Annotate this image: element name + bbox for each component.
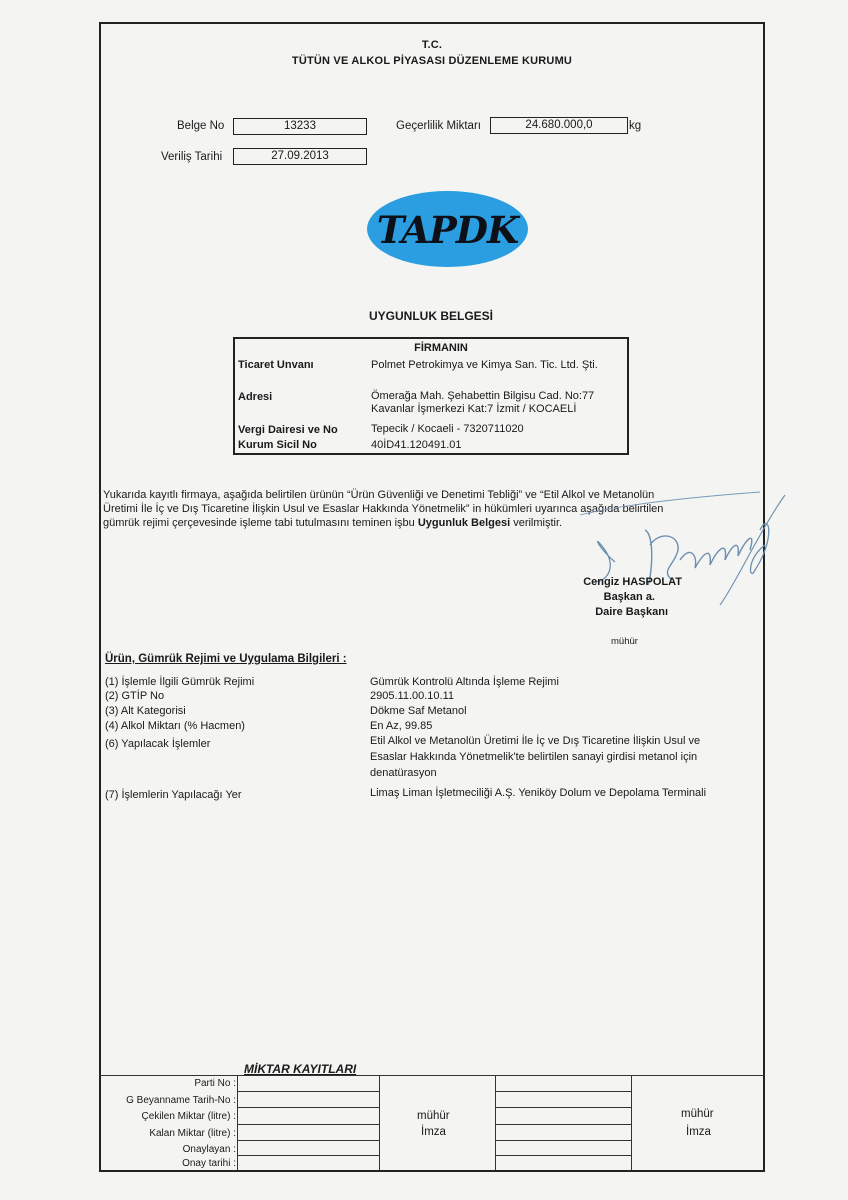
belge-no-label: Belge No: [177, 120, 225, 132]
miktar-row-line: [495, 1124, 631, 1125]
miktar-stamp-2: mühür: [681, 1108, 714, 1120]
miktar-col2-right: [631, 1075, 632, 1170]
miktar-row-line: [237, 1124, 379, 1125]
miktar-row-line: [237, 1091, 379, 1092]
vergi-value: Tepecik / Kocaeli - 7320711020: [371, 423, 524, 435]
info-val-2: 2905.11.00.10.11: [370, 690, 455, 702]
miktar-row-line: [237, 1107, 379, 1108]
miktar-label-kalan: Kalan Miktar (litre) :: [149, 1128, 236, 1139]
adres-line2: Kavanlar İşmerkezi Kat:7 İzmit / KOCAELİ: [371, 403, 577, 415]
header-tc: T.C.: [421, 39, 443, 51]
para-line3-bold: Uygunluk Belgesi: [417, 517, 511, 529]
verilis-label: Veriliş Tarihi: [161, 151, 223, 163]
miktar-row-line: [495, 1107, 631, 1108]
info-key-2: (2) GTİP No: [105, 690, 165, 702]
ticaret-unvani-value: Polmet Petrokimya ve Kimya San. Tic. Ltd. Şti.: [371, 359, 598, 371]
para-line2: Üretimi İle İç ve Dış Ticaretine İlişkin Usul ve Esaslar Hakkında Yönetmelik” in hükümleri uyarınca aşağıda belirtilen: [103, 503, 664, 515]
miktar-stamp-1: mühür: [417, 1110, 450, 1122]
miktar-label-parti: Parti No :: [194, 1078, 236, 1089]
header-institution: TÜTÜN VE ALKOL PİYASASI DÜZENLEME KURUMU: [291, 55, 573, 67]
sicil-value: 40İD41.120491.01: [371, 439, 462, 451]
info-key-3: (3) Alt Kategorisi: [105, 705, 186, 717]
info-key-4: (4) Alkol Miktarı (% Hacmen): [105, 720, 245, 732]
gecerlilik-value: 24.680.000,0: [490, 117, 628, 134]
gecerlilik-unit: kg: [629, 120, 642, 132]
para-line3-a: gümrük rejimi çerçevesinde işleme tabi tutulmasını teminen işbu: [103, 517, 418, 529]
verilis-value: 27.09.2013: [233, 148, 367, 165]
miktar-label-onaylayan: Onaylayan :: [182, 1144, 236, 1155]
tapdk-logo: [367, 191, 528, 267]
vergi-label: Vergi Dairesi ve No: [238, 424, 338, 436]
info-val-4: En Az, 99.85: [370, 720, 433, 732]
info-val-7: Limaş Liman İşletmeciliği A.Ş. Yeniköy Dolum ve Depolama Terminali: [370, 787, 707, 799]
info-val-6-line3: denatürasyon: [370, 767, 437, 779]
info-key-1: (1) İşlemle İlgili Gümrük Rejimi: [105, 676, 255, 688]
info-val-6-line1: Etil Alkol ve Metanolün Üretimi İle İç ve Dış Ticaretine İlişkin Usul ve: [370, 735, 701, 747]
sicil-label: Kurum Sicil No: [238, 439, 317, 451]
adres-label: Adresi: [238, 391, 273, 403]
miktar-row-line: [237, 1140, 379, 1141]
miktar-label-cekilen: Çekilen Miktar (litre) :: [141, 1111, 236, 1122]
gecerlilik-label: Geçerlilik Miktarı: [396, 120, 481, 132]
signer-title1: Başkan a.: [603, 591, 655, 603]
ticaret-unvani-label: Ticaret Unvanı: [238, 359, 314, 371]
miktar-col1-right: [379, 1075, 380, 1170]
para-line3-c: verilmiştir.: [510, 517, 563, 529]
signer-stamp-label: mühür: [611, 636, 638, 647]
firm-heading: FİRMANIN: [414, 342, 468, 354]
logo-text: TAPDK: [376, 208, 519, 252]
para-line1: Yukarıda kayıtlı firmaya, aşağıda belirtilen ürünün “Ürün Güvenliği ve Denetimi Tebliği” ve “Etil Alkol ve Metanolün: [103, 489, 655, 501]
info-val-3: Dökme Saf Metanol: [370, 705, 467, 717]
miktar-sign-2: İmza: [686, 1126, 711, 1138]
signer-name: Cengiz HASPOLAT: [583, 576, 682, 588]
certificate-title: UYGUNLUK BELGESİ: [369, 309, 494, 323]
miktar-row-line: [495, 1155, 631, 1156]
firm-table: [233, 337, 629, 455]
miktar-label-beyanname: G Beyanname Tarih-No :: [126, 1095, 236, 1106]
info-key-6: (6) Yapılacak İşlemler: [105, 738, 211, 750]
info-section-title: Ürün, Gümrük Rejimi ve Uygulama Bilgileri :: [105, 653, 347, 665]
belge-no-value: 13233: [233, 118, 367, 135]
miktar-row-line: [495, 1091, 631, 1092]
miktar-row-line: [237, 1155, 379, 1156]
info-val-6-line2: Esaslar Hakkında Yönetmelik'te belirtilen sanayi girdisi metanol için: [370, 751, 698, 763]
signer-title2: Daire Başkanı: [595, 606, 668, 618]
info-key-7: (7) İşlemlerin Yapılacağı Yer: [105, 789, 242, 801]
miktar-row-line: [495, 1140, 631, 1141]
miktar-title: MİKTAR KAYITLARI: [244, 1062, 357, 1076]
info-val-1: Gümrük Kontrolü Altında İşleme Rejimi: [370, 676, 559, 688]
miktar-label-onay-tarihi: Onay tarihi :: [182, 1158, 236, 1169]
miktar-sign-1: İmza: [421, 1126, 446, 1138]
miktar-top-line: [99, 1075, 765, 1076]
adres-line1: Ömerağa Mah. Şehabettin Bilgisu Cad. No:77: [371, 390, 595, 402]
